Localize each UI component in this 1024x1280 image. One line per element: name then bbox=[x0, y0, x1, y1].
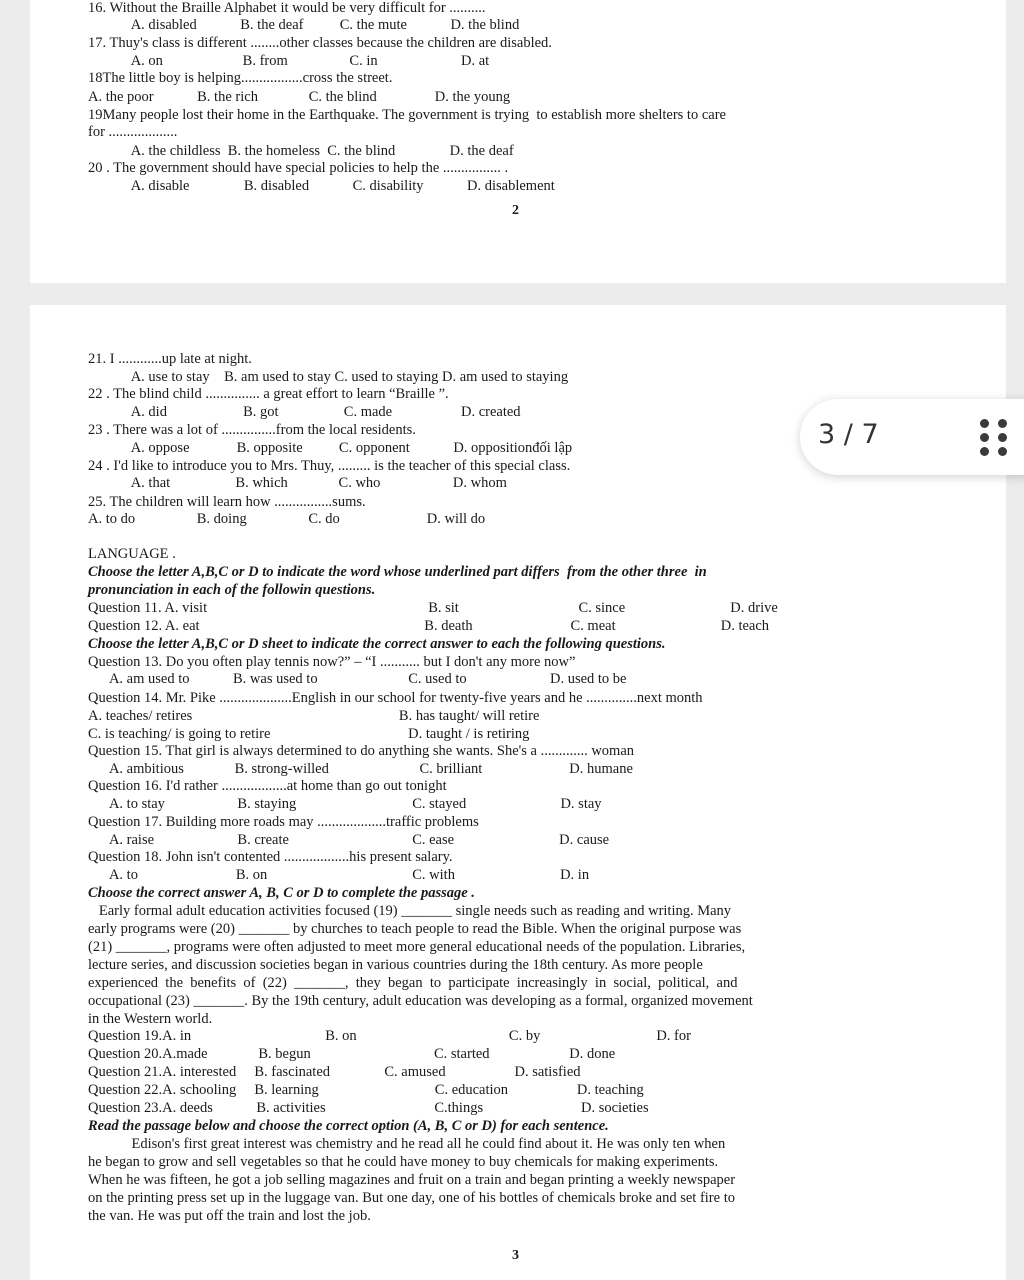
page-number: 2 bbox=[512, 203, 519, 218]
text-line: A. to B. on C. with D. in bbox=[88, 867, 590, 883]
text-line: A. am used to B. was used to C. used to D. used to be bbox=[88, 671, 627, 687]
text-line: A. teaches/ retires B. has taught/ will retire bbox=[88, 708, 540, 724]
text-line: 19Many people lost their home in the Earthquake. The government is trying to establish more shelters to care bbox=[88, 107, 726, 123]
text-line: Early formal adult education activities focused (19) _______ single needs such as reading and writing. Many bbox=[88, 903, 732, 919]
text-line: A. raise B. create C. ease D. cause bbox=[88, 832, 610, 848]
text-line: A. ambitious B. strong-willed C. brilliant D. humane bbox=[88, 761, 633, 777]
page-indicator bbox=[800, 399, 1024, 475]
text-line: the van. He was put off the train and lost the job. bbox=[88, 1208, 371, 1224]
text-line: 22 . The blind child ............... a great effort to learn “Braille ”. bbox=[88, 386, 449, 402]
text-line: A. to do B. doing C. do D. will do bbox=[88, 511, 486, 527]
text-line: A. the poor B. the rich C. the blind D. the young bbox=[88, 89, 511, 105]
document-page-2 bbox=[30, 0, 1006, 283]
text-line: Question 18. John isn't contented ..................his present salary. bbox=[88, 849, 453, 865]
text-line: Question 16. I'd rather ..................at home than go out tonight bbox=[88, 778, 447, 794]
text-line: LANGUAGE . bbox=[88, 546, 176, 562]
text-line: Question 14. Mr. Pike ....................English in our school for twenty-five years and he ..............next month bbox=[88, 690, 703, 706]
text-line: 23 . There was a lot of ...............from the local residents. bbox=[88, 422, 416, 438]
text-line: Question 20.A.made B. begun C. started D. done bbox=[88, 1046, 616, 1062]
text-line: A. to stay B. staying C. stayed D. stay bbox=[88, 796, 602, 812]
text-line: 20 . The government should have special policies to help the ................ . bbox=[88, 160, 509, 176]
text-line: 17. Thuy's class is different ........other classes because the children are disabled. bbox=[88, 35, 552, 51]
text-line: Question 12. A. eat B. death C. meat D. teach bbox=[88, 618, 770, 634]
text-line: Choose the letter A,B,C or D to indicate the word whose underlined part differs from the other three in bbox=[88, 564, 707, 580]
text-line: experienced the benefits of (22) _______, they began to participate increasingly in social, political, and bbox=[88, 975, 738, 991]
text-line: Choose the correct answer A, B, C or D to complete the passage . bbox=[88, 885, 475, 901]
text-line: 24 . I'd like to introduce you to Mrs. Thuy, ......... is the teacher of this special class. bbox=[88, 458, 571, 474]
text-line: (21) _______, programs were often adjusted to meet more general educational needs of the population. Libraries, bbox=[88, 939, 746, 955]
text-line: When he was fifteen, he got a job selling magazines and fruit on a train and began printing a weekly newspaper bbox=[88, 1172, 736, 1188]
text-line: lecture series, and discussion societies began in various countries during the 18th century. As more people bbox=[88, 957, 703, 973]
page-counter-label: 3 / 7 bbox=[818, 419, 879, 450]
text-line: 25. The children will learn how ................sums. bbox=[88, 494, 366, 510]
text-line: on the printing press set up in the luggage van. But one day, one of his bottles of chemicals broke and set fire to bbox=[88, 1190, 735, 1206]
text-line: A. disabled B. the deaf C. the mute D. the blind bbox=[88, 17, 520, 33]
text-line: Read the passage below and choose the correct option (A, B, C or D) for each sentence. bbox=[88, 1118, 609, 1134]
text-line: Choose the letter A,B,C or D sheet to indicate the correct answer to each the following questions. bbox=[88, 636, 666, 652]
text-line: he began to grow and sell vegetables so that he could have money to buy chemicals for making experiments. bbox=[88, 1154, 719, 1170]
text-line: A. oppose B. opposite C. opponent D. oppositionđối lập bbox=[88, 440, 573, 456]
text-line: 18The little boy is helping.................cross the street. bbox=[88, 70, 393, 86]
text-line: Question 19.A. in B. on C. by D. for bbox=[88, 1028, 691, 1044]
text-line: early programs were (20) _______ by churches to teach people to read the Bible. When the original purpose was bbox=[88, 921, 742, 937]
text-line: Question 13. Do you often play tennis now?” – “I ........... but I don't any more now” bbox=[88, 654, 576, 670]
text-line: in the Western world. bbox=[88, 1011, 213, 1027]
text-line: Question 22.A. schooling B. learning C. education D. teaching bbox=[88, 1082, 644, 1098]
text-line: Question 17. Building more roads may ...................traffic problems bbox=[88, 814, 479, 830]
text-line: pronunciation in each of the followin questions. bbox=[88, 582, 376, 598]
text-line: 21. I ............up late at night. bbox=[88, 351, 252, 367]
text-line: A. did B. got C. made D. created bbox=[88, 404, 521, 420]
text-line: Question 15. That girl is always determined to do anything she wants. She's a ............. woman bbox=[88, 743, 635, 759]
text-line: A. on B. from C. in D. at bbox=[88, 53, 490, 69]
text-line: Question 21.A. interested B. fascinated C. amused D. satisfied bbox=[88, 1064, 581, 1080]
text-line: A. use to stay B. am used to stay C. used to staying D. am used to staying bbox=[88, 369, 569, 385]
text-line: A. that B. which C. who D. whom bbox=[88, 475, 507, 491]
text-line: A. disable B. disabled C. disability D. disablement bbox=[88, 178, 555, 194]
grid-dots-icon[interactable] bbox=[976, 413, 1016, 461]
text-line: Question 11. A. visit B. sit C. since D. drive bbox=[88, 600, 778, 616]
page-number: 3 bbox=[512, 1248, 519, 1263]
text-line: Question 23.A. deeds B. activities C.things D. societies bbox=[88, 1100, 649, 1116]
text-line: occupational (23) _______. By the 19th century, adult education was developing as a formal, organized movement bbox=[88, 993, 753, 1009]
text-line: for ................... bbox=[88, 124, 178, 140]
text-line: A. the childless B. the homeless C. the blind D. the deaf bbox=[88, 143, 514, 159]
text-line: 16. Without the Braille Alphabet it would be very difficult for .......... bbox=[88, 0, 486, 16]
text-line: Edison's first great interest was chemistry and he read all he could find about it. He was only ten when bbox=[88, 1136, 726, 1152]
text-line: C. is teaching/ is going to retire D. taught / is retiring bbox=[88, 726, 530, 742]
